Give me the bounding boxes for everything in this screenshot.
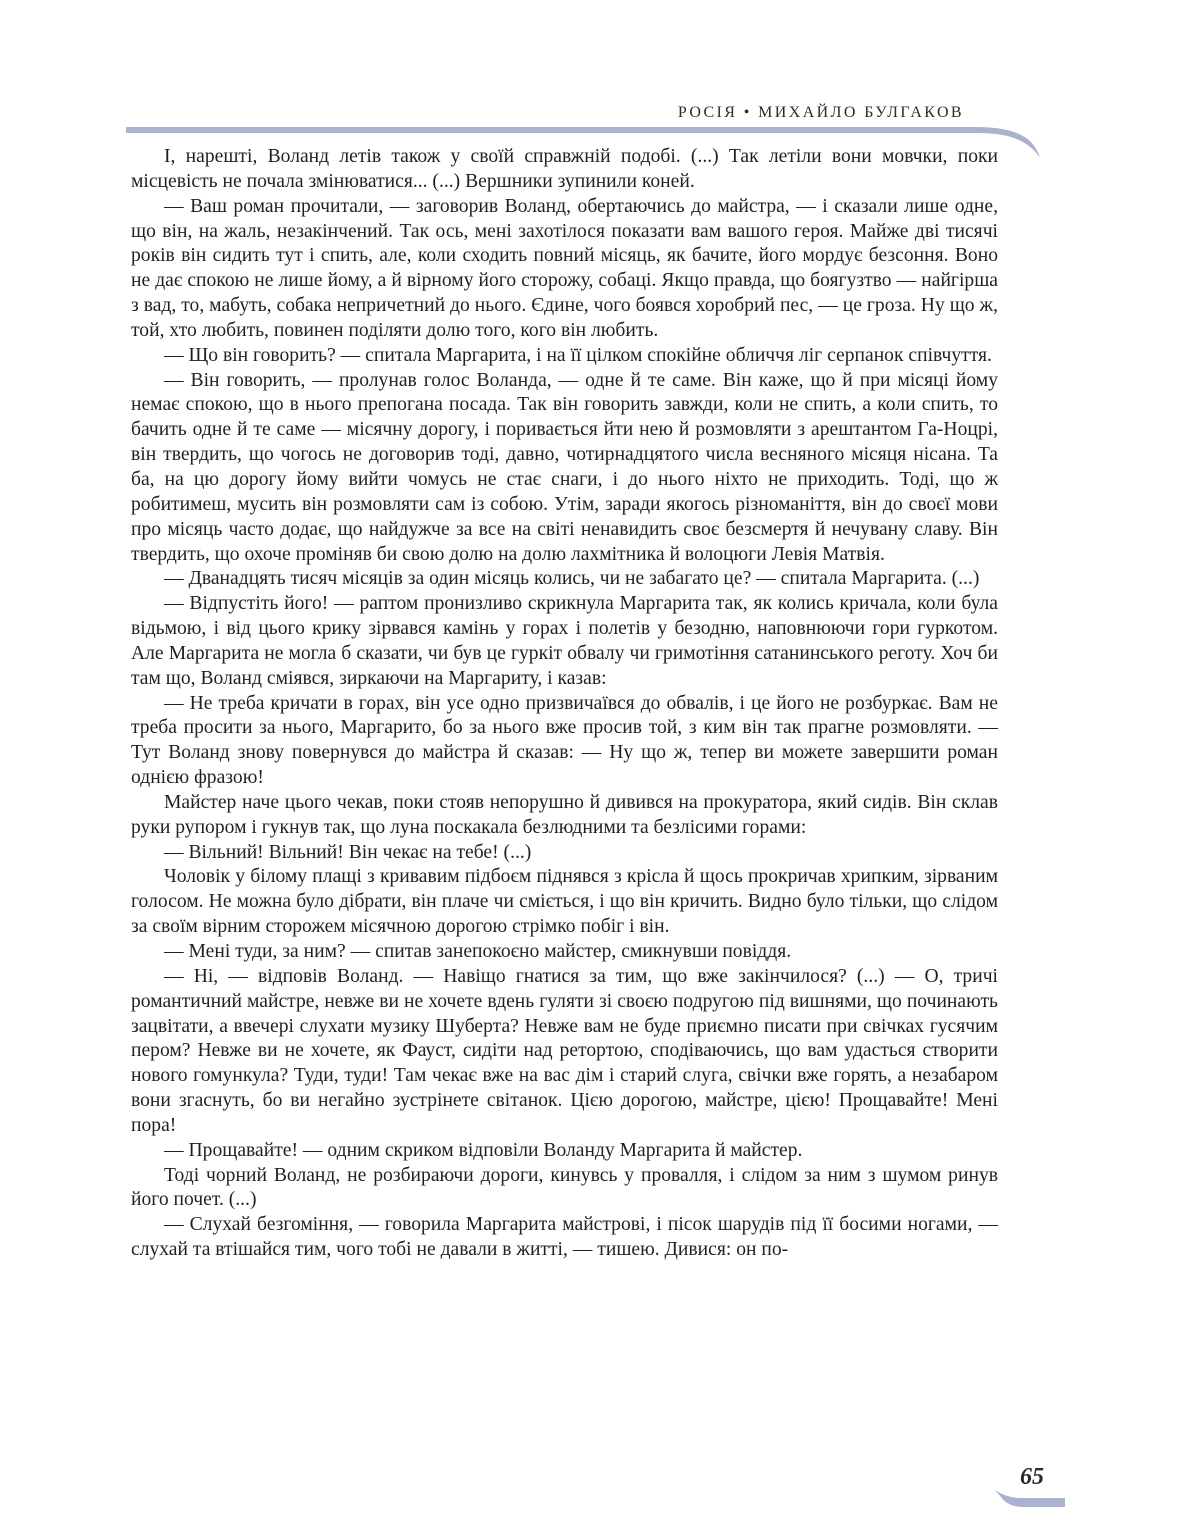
paragraph: — Ваш роман прочитали, — заговорив Воланд, обертаючись до майстра, — і сказали лише одне, що він, на жаль, незакінчений. Так ось, мені захотілося показати вам вашого героя. Майже дві тисячі років він сидить тут і спить, але, коли сходить повний місяць, як бачите, його мордує безсоння. Воно не дає спокою не лише йому, а й вірному його сторожу, собаці. Якщо правда, що боягузтво — найгірша з вад, то, мабуть, собака непричетний до нього. Єдине, чого боявся хоробрий пес, — це гроза. Ну що ж, той, хто любить, повинен поділяти долю того, кого він любить. — [131, 195, 998, 341]
page-number: 65 — [1020, 1464, 1044, 1490]
paragraph: — Не треба кричати в горах, він усе одно призвичаївся до обвалів, і це його не розбуркає. Вам не треба просити за нього, Маргарито, бо за нього вже просив той, з ким він так прагне розмовляти. — Тут Воланд знову повернувся до майстра й сказав: — Ну що ж, тепер ви можете завершити роман однією фразою! — [131, 692, 998, 789]
paragraph: І, нарешті, Воланд летів також у своїй справжній подобі. (...) Так летіли вони мовчки, поки місцевість не почала змінюватися... (...) Вершники зупинили коней. — [131, 146, 998, 192]
body-text — [131, 145, 998, 1263]
page-number-tab — [995, 1482, 1070, 1518]
running-head-country: РОСІЯ — [677, 104, 738, 121]
paragraph: — Він говорить, — пролунав голос Воланда, — одне й те саме. Він каже, що й при місяці йому немає спокою, що в нього препогана посада. Так він говорить завжди, коли не спить, а коли спить, то бачить одне й те саме — місячну дорогу, і поривається йти нею й розмовляти з арештантом Га-Ноцрі, він твердить, що чогось не договорив тоді, давно, чотирнадцятого числа весняного місяця нісана. Та ба, на цю дорогу йому вийти чомусь не стає снаги, і до нього ніхто не приходить. Тоді, що ж робитимеш, мусить він розмовляти сам із собою. Утім, заради якогось різноманіття, він до своєї мови про місяць часто додає, що найдужче за все на світі ненавидить своє безсмертя й нечувану славу. Він твердить, що охоче проміняв би свою долю на долю лахмітника й волоцюги Левія Матвія. — [131, 369, 998, 565]
paragraph: — Дванадцять тисяч місяців за один місяць колись, чи не забагато це? — спитала Маргарита. (...) — [164, 568, 980, 590]
paragraph: — Слухай безгоміння, — говорила Маргарита майстрові, і пісок шарудів під її босими ногами, — слухай та втішайся тим, чого тобі не давали в житті, — тишею. Дивися: он по- — [131, 1214, 998, 1261]
paragraph: — Що він говорить? — спитала Маргарита, і на її цілком спокійне обличчя ліг серпанок співчуття. — [164, 344, 992, 366]
paragraph: — Ні, — відповів Воланд. — Навіщо гнатися за тим, що вже закінчилося? (...) — О, тричі романтичний майстре, невже ви не хочете вдень гуляти зі своєю подругою під вишнями, що починають зацвітати, а ввечері слухати музику Шуберта? Невже вам не буде приємно писати при свічках гусячим пером? Невже ви не хочете, як Фауст, сидіти над ретортою, сподіваючись, що вам удасться створити нового гомункула? Туди, туди! Там чекає вже на вас дім і старий слуга, свічки вже горять, а незабаром вони згаснуть, бо ви негайно зустрінете світанок. Цією дорогою, майстре, цією! Прощавайте! Мені пора! — [131, 965, 998, 1136]
running-head-separator: • — [743, 104, 752, 121]
paragraph: — Відпустіть його! — раптом пронизливо скрикнула Маргарита так, як колись кричала, коли була відьмою, і від цього крику зірвався камінь у горах і полетів у безодню, наповнюючи гори гуркотом. Але Маргарита не могла б сказати, чи був це гуркіт обвалу чи гримотіння сатанинського реготу. Хоч би там що, Воланд сміявся, зиркаючи на Маргариту, і казав: — [131, 593, 998, 689]
paragraph: — Мені туди, за ним? — спитав занепокоєно майстер, смикнувши повіддя. — [164, 941, 792, 962]
running-head-author: МИХАЙЛО БУЛГАКОВ — [758, 104, 964, 121]
paragraph: Майстер наче цього чекав, поки стояв непорушно й дивився на прокуратора, який сидів. Він склав руки рупором і гукнув так, що луна поскакала безлюдними та безлісими горами: — [131, 791, 998, 838]
paragraph: Тоді чорний Воланд, не розбираючи дороги, кинувсь у провалля, і слідом за ним з шумом ринув його почет. (...) — [131, 1164, 998, 1211]
paragraph: — Вільний! Вільний! Він чекає на тебе! (...) — [164, 841, 532, 863]
paragraph: Чоловік у білому плащі з кривавим підбоєм піднявся з крісла й щось прокричав хрипким, зірваним голосом. Не можна було дібрати, він плаче чи сміється, і що він кричить. Видно було тільки, що слідом за своїм вірним сторожем місячною дорогою стрімко побіг і він. — [131, 866, 998, 938]
paragraph: — Прощавайте! — одним скриком відповіли Воланду Маргарита й майстер. — [164, 1139, 803, 1161]
